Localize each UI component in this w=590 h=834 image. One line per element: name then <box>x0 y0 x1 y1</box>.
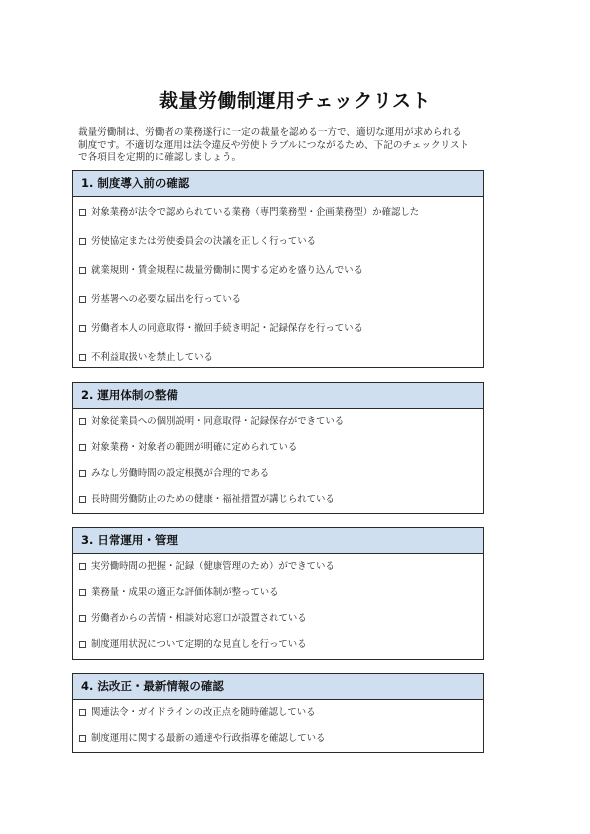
checklist-item-label: 制度運用に関する最新の通達や行政指導を確認している <box>91 733 326 744</box>
checklist-item-label: 労基署への必要な届出を行っている <box>91 294 242 305</box>
checkbox[interactable] <box>79 470 86 477</box>
checkbox[interactable] <box>79 325 86 332</box>
section-header: 1. 制度導入前の確認 <box>73 171 483 197</box>
intro-paragraph <box>78 127 492 165</box>
intro-line: 制度です。不適切な運用は法令違反や労使トラブルにつながるため、下記のチェックリスト <box>78 139 470 151</box>
checklist-item-label: 対象従業員への個別説明・同意取得・記録保存ができている <box>91 416 345 427</box>
checklist-item-label: 長時間労働防止のための健康・福祉措置が講じられている <box>91 494 335 505</box>
checklist-item <box>73 554 483 580</box>
section-header: 3. 日常運用・管理 <box>73 528 483 554</box>
checklist-item-label: 不利益取扱いを禁止している <box>91 352 213 363</box>
checkbox[interactable] <box>79 418 86 425</box>
checklist-item-label: 労使協定または労使委員会の決議を正しく行っている <box>91 236 317 247</box>
checklist-item <box>73 461 483 487</box>
checklist-item <box>73 314 483 343</box>
checklist-item <box>73 285 483 314</box>
checkbox[interactable] <box>79 238 86 245</box>
checklist-item-label: みなし労働時間の設定根拠が合理的である <box>91 468 270 479</box>
checkbox[interactable] <box>79 735 86 742</box>
page-title: 裁量労働制運用チェックリスト <box>158 90 432 112</box>
checkbox[interactable] <box>79 589 86 596</box>
checklist-item <box>73 256 483 285</box>
checklist-item-label: 労働者からの苦情・相談対応窓口が設置されている <box>91 613 307 624</box>
checkbox[interactable] <box>79 496 86 503</box>
checklist-item <box>73 700 483 726</box>
intro-line: で各項目を定期的に確認しましょう。 <box>78 152 242 163</box>
checklist-item-label: 制度運用状況について定期的な見直しを行っている <box>91 639 307 650</box>
checkbox[interactable] <box>79 563 86 570</box>
checkbox[interactable] <box>79 354 86 361</box>
section-operation-setup <box>72 382 484 514</box>
checklist-item-label: 労働者本人の同意取得・撤回手続き明記・記録保存を行っている <box>91 323 363 334</box>
checklist-item-label: 実労働時間の把握・記録（健康管理のため）ができている <box>91 561 335 572</box>
checklist-item <box>73 409 483 435</box>
checkbox[interactable] <box>79 296 86 303</box>
section-daily-management <box>72 527 484 660</box>
checklist-item-label: 関連法令・ガイドラインの改正点を随時確認している <box>91 707 316 718</box>
section-header: 2. 運用体制の整備 <box>73 383 483 409</box>
checkbox[interactable] <box>79 444 86 451</box>
checklist-item <box>73 435 483 461</box>
checklist-item <box>73 227 483 256</box>
checkbox[interactable] <box>79 709 86 716</box>
checklist-item <box>73 606 483 632</box>
checklist-item-label: 業務量・成果の適正な評価体制が整っている <box>91 587 279 598</box>
section-law-updates <box>72 673 484 753</box>
checkbox[interactable] <box>79 209 86 216</box>
checklist-item-label: 対象業務・対象者の範囲が明確に定められている <box>91 442 298 453</box>
checklist-item <box>73 580 483 606</box>
checklist-item <box>73 487 483 513</box>
intro-line: 裁量労働制は、労働者の業務遂行に一定の裁量を認める一方で、適切な運用が求められる <box>78 127 462 138</box>
section-header: 4. 法改正・最新情報の確認 <box>73 674 483 700</box>
checkbox[interactable] <box>79 641 86 648</box>
checkbox[interactable] <box>79 267 86 274</box>
checkbox[interactable] <box>79 615 86 622</box>
checklist-item-label: 対象業務が法令で認められている業務（専門業務型・企画業務型）か確認した <box>91 207 420 218</box>
checklist-item <box>73 726 483 752</box>
checklist-item <box>73 198 483 227</box>
checklist-item <box>73 343 483 372</box>
checklist-item <box>73 632 483 658</box>
section-pre-introduction <box>72 170 484 368</box>
checklist-item-label: 就業規則・賃金規程に裁量労働制に関する定めを盛り込んでいる <box>91 265 363 276</box>
